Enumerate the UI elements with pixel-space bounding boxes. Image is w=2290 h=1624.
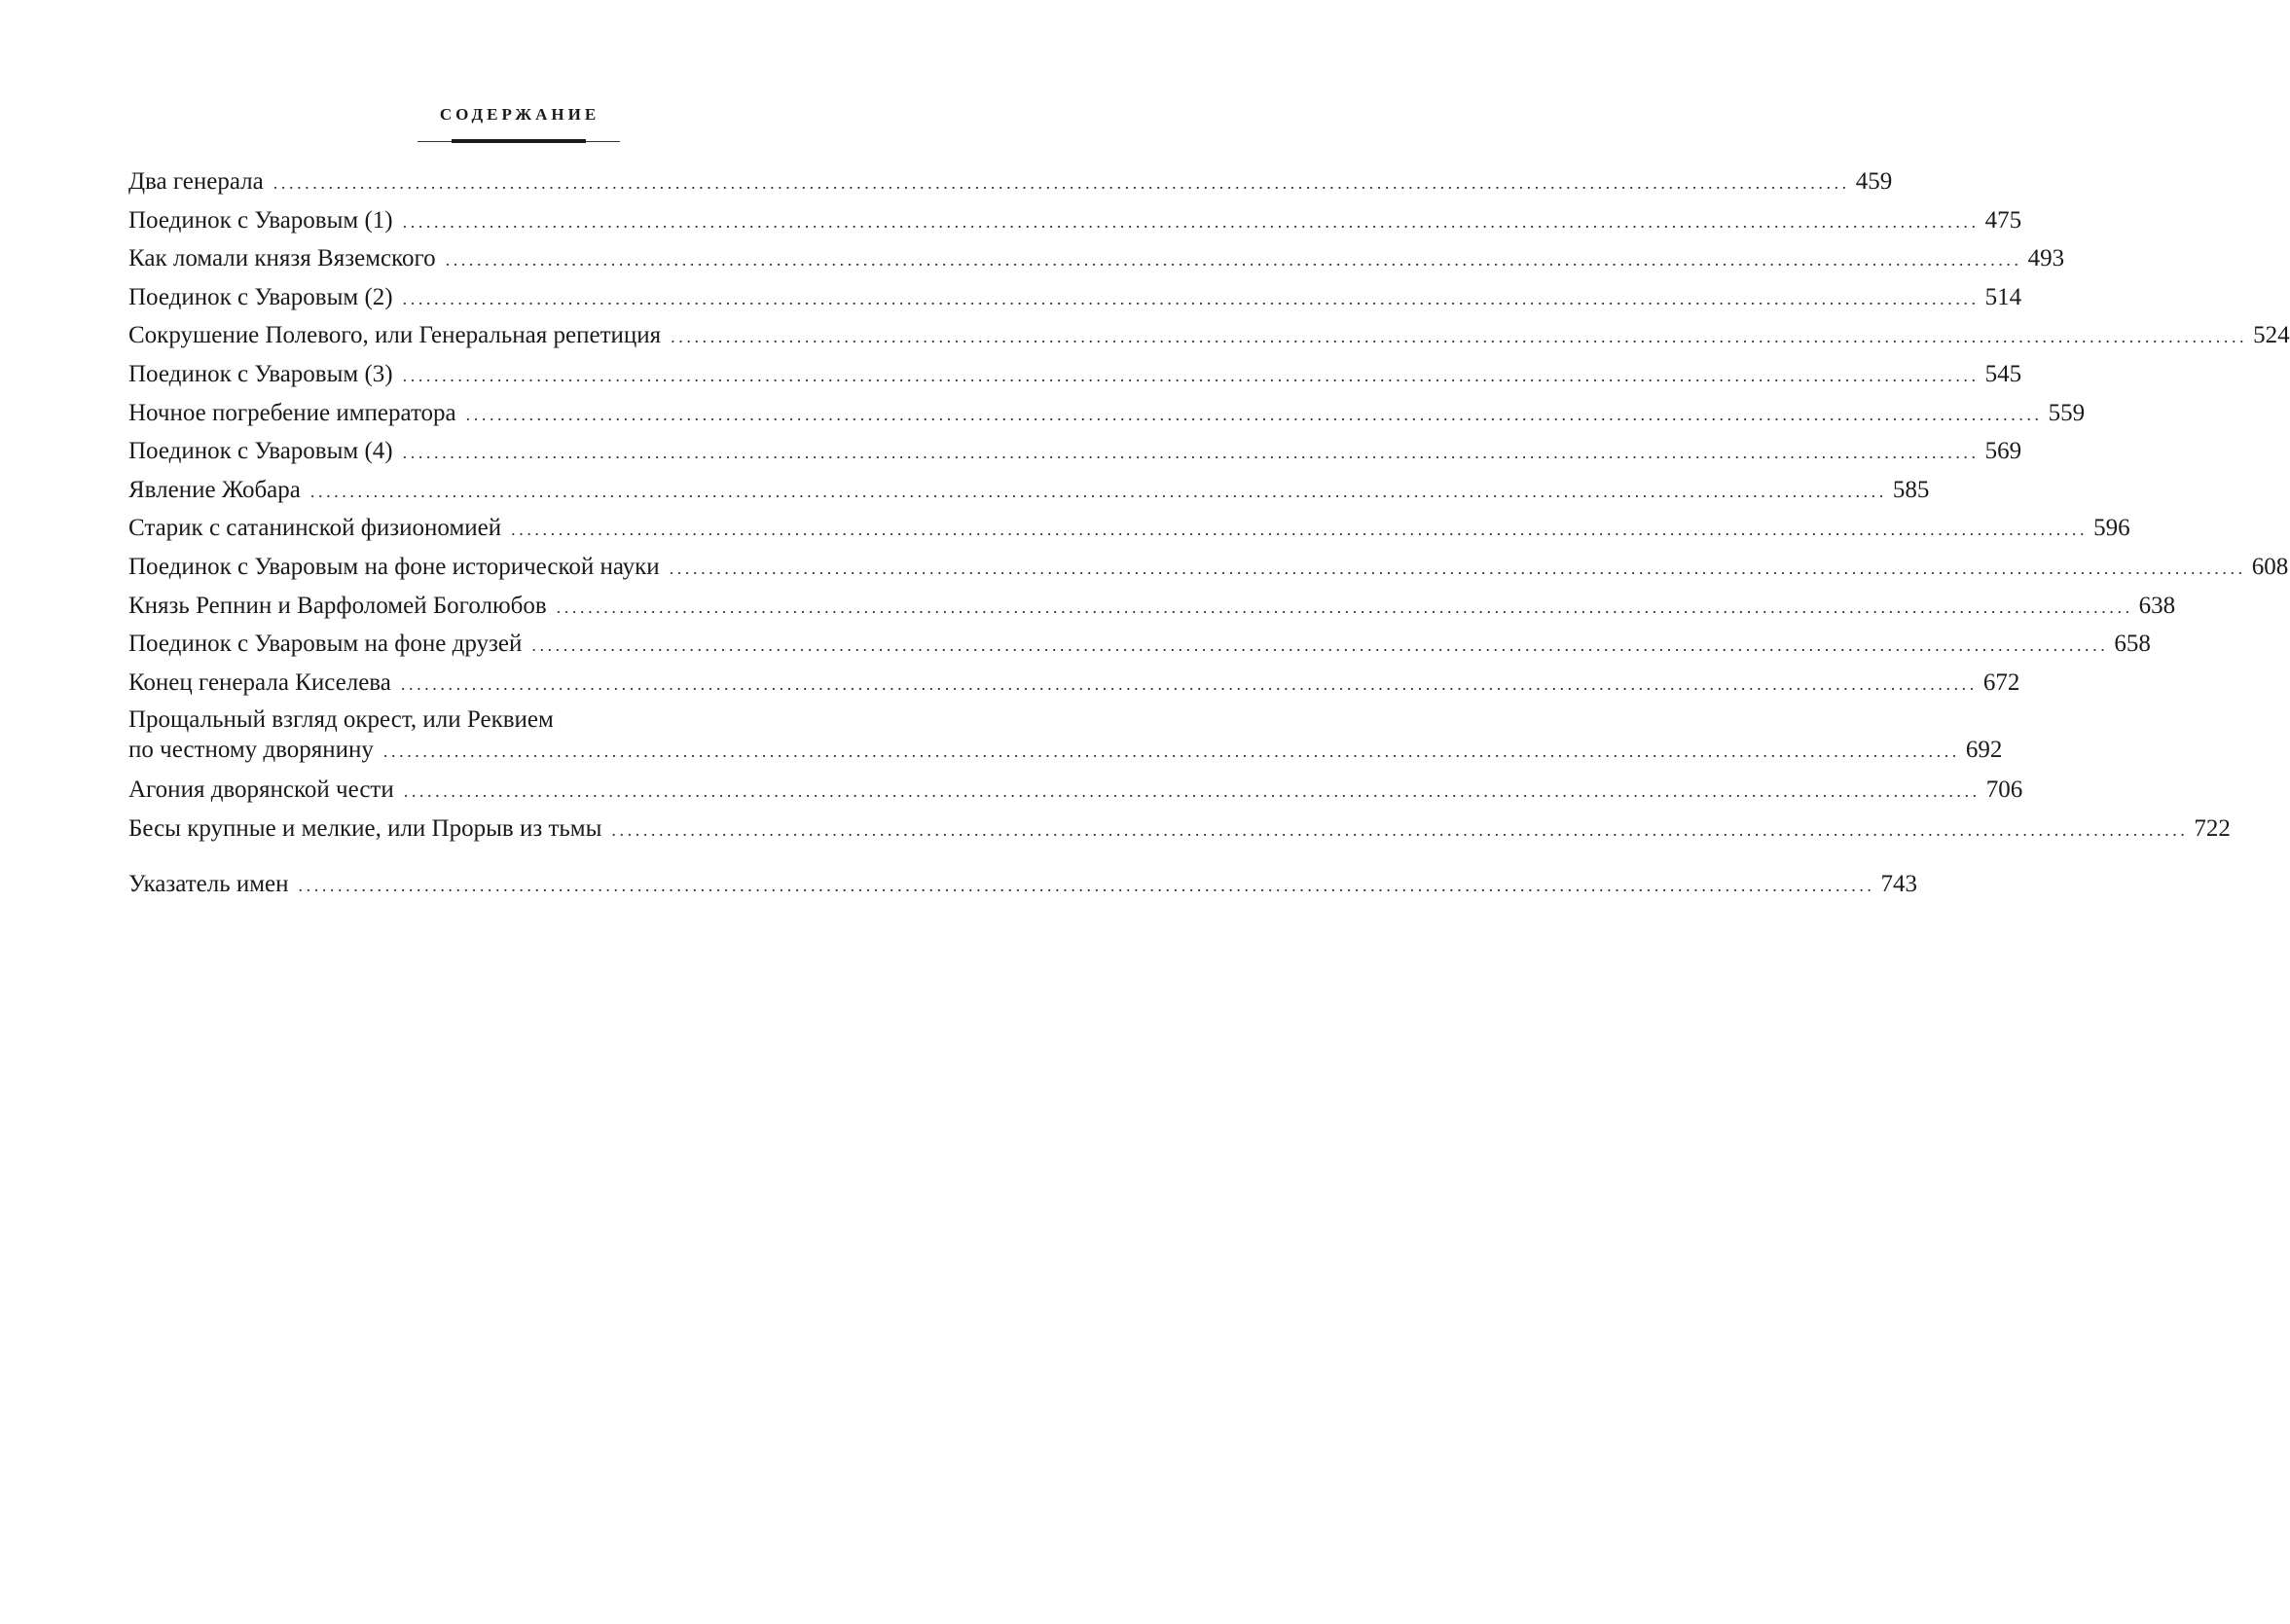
toc-entry-page: 559 bbox=[2048, 399, 2086, 426]
dot-leader: ........................................................................................................................................................................................................ bbox=[465, 404, 2043, 424]
toc-entry-page: 569 bbox=[1984, 438, 2022, 465]
dot-leader: ........................................................................................................................................................................................................ bbox=[402, 288, 1980, 308]
toc-entry[interactable] bbox=[128, 588, 2176, 627]
toc-entry-title: Поединок с Уваровым (3) bbox=[128, 360, 393, 387]
dot-leader: ........................................................................................................................................................................................................ bbox=[309, 481, 1887, 501]
toc-entry-index[interactable] bbox=[128, 866, 1918, 905]
dot-leader: ........................................................................................................................................................................................................ bbox=[298, 875, 1875, 895]
dot-leader: ........................................................................................................................................................................................................ bbox=[402, 211, 1980, 232]
toc-entry-page: 658 bbox=[2114, 631, 2151, 658]
table-of-contents bbox=[128, 163, 2290, 904]
toc-entry[interactable] bbox=[128, 510, 2130, 549]
toc-entry-page: 524 bbox=[2253, 322, 2290, 349]
toc-entry[interactable] bbox=[128, 549, 2289, 588]
toc-entry-page: 585 bbox=[1892, 476, 1930, 503]
toc-entry[interactable] bbox=[128, 317, 2290, 356]
toc-entry-page: 459 bbox=[1855, 168, 1893, 195]
toc-entry[interactable] bbox=[128, 665, 2020, 704]
dot-leader: ........................................................................................................................................................................................................ bbox=[445, 250, 2022, 271]
dot-leader: ........................................................................................................................................................................................................ bbox=[611, 819, 2189, 840]
toc-entry-page: 545 bbox=[1984, 360, 2022, 387]
toc-entry-title: Явление Жобара bbox=[128, 476, 301, 503]
toc-entry-page: 672 bbox=[1982, 668, 2020, 696]
toc-entry-title: Как ломали князя Вяземского bbox=[128, 245, 436, 272]
dot-leader: ........................................................................................................................................................................................................ bbox=[403, 781, 1981, 802]
toc-entry-continuation bbox=[128, 735, 2003, 767]
toc-entry[interactable] bbox=[128, 356, 2022, 395]
toc-entry[interactable] bbox=[128, 472, 1930, 511]
toc-entry-page: 706 bbox=[1985, 776, 2023, 804]
toc-entry-title: Ночное погребение императора bbox=[128, 399, 456, 426]
toc-entry-page: 638 bbox=[2138, 592, 2176, 619]
toc-entry-page: 514 bbox=[1984, 283, 2022, 310]
toc-entry[interactable] bbox=[128, 395, 2086, 434]
toc-entry-title: Сокрушение Полевого, или Генеральная репетиция bbox=[128, 322, 662, 349]
toc-entry-page: 493 bbox=[2027, 245, 2065, 272]
toc-entry[interactable] bbox=[128, 433, 2022, 472]
toc-entry[interactable] bbox=[128, 202, 2022, 241]
toc-entry-title: Поединок с Уваровым (1) bbox=[128, 206, 393, 234]
toc-entry[interactable] bbox=[128, 772, 2023, 811]
toc-entry-multiline[interactable] bbox=[128, 703, 2003, 772]
toc-entry-title-line1: Прощальный взгляд окрест, или Реквием bbox=[128, 706, 554, 734]
dot-leader: ........................................................................................................................................................................................................ bbox=[556, 596, 2133, 617]
toc-entry-title: Указатель имен bbox=[128, 870, 289, 897]
toc-entry-title: Поединок с Уваровым (2) bbox=[128, 283, 393, 310]
dot-leader: ........................................................................................................................................................................................................ bbox=[511, 520, 2089, 540]
toc-entry-page: 608 bbox=[2251, 553, 2289, 580]
toc-entry[interactable] bbox=[128, 811, 2231, 849]
toc-entry-page: 596 bbox=[2093, 515, 2130, 542]
dot-leader: ........................................................................................................................................................................................................ bbox=[382, 741, 1960, 762]
toc-entry-title: Поединок с Уваровым на фоне друзей bbox=[128, 631, 523, 658]
toc-entry[interactable] bbox=[128, 240, 2065, 279]
toc-entry[interactable] bbox=[128, 626, 2151, 665]
toc-entry-title: Агония дворянской чести bbox=[128, 776, 394, 804]
dot-leader: ........................................................................................................................................................................................................ bbox=[671, 327, 2248, 347]
page-title: СОДЕРЖАНИЕ bbox=[439, 105, 600, 124]
toc-entry-page: 692 bbox=[1965, 737, 2003, 764]
dot-leader: ........................................................................................................................................................................................................ bbox=[402, 365, 1980, 385]
toc-entry[interactable] bbox=[128, 279, 2022, 318]
toc-entry-title-line2: по честному дворянину bbox=[128, 737, 374, 764]
toc-entry[interactable] bbox=[128, 163, 1893, 202]
dot-leader: ........................................................................................................................................................................................................ bbox=[402, 443, 1980, 463]
title-rule-accent bbox=[452, 139, 586, 143]
dot-leader: ........................................................................................................................................................................................................ bbox=[273, 173, 1850, 193]
dot-leader: ........................................................................................................................................................................................................ bbox=[400, 673, 1978, 694]
dot-leader: ........................................................................................................................................................................................................ bbox=[669, 558, 2246, 578]
toc-entry-page: 722 bbox=[2194, 814, 2231, 842]
toc-entry-page: 475 bbox=[1984, 206, 2022, 234]
toc-entry-title: Поединок с Уваровым на фоне исторической науки bbox=[128, 553, 660, 580]
toc-entry-title: Бесы крупные и мелкие, или Прорыв из тьмы bbox=[128, 814, 602, 842]
toc-entry-title: Поединок с Уваровым (4) bbox=[128, 438, 393, 465]
toc-entry-title: Два генерала bbox=[128, 168, 264, 195]
toc-entry-title: Старик с сатанинской физиономией bbox=[128, 515, 502, 542]
toc-entry-title: Князь Репнин и Варфоломей Боголюбов bbox=[128, 592, 547, 619]
toc-entry-page: 743 bbox=[1880, 870, 1918, 897]
dot-leader: ........................................................................................................................................................................................................ bbox=[531, 635, 2109, 656]
section-gap bbox=[128, 849, 917, 866]
toc-entry-title: Конец генерала Киселева bbox=[128, 668, 391, 696]
